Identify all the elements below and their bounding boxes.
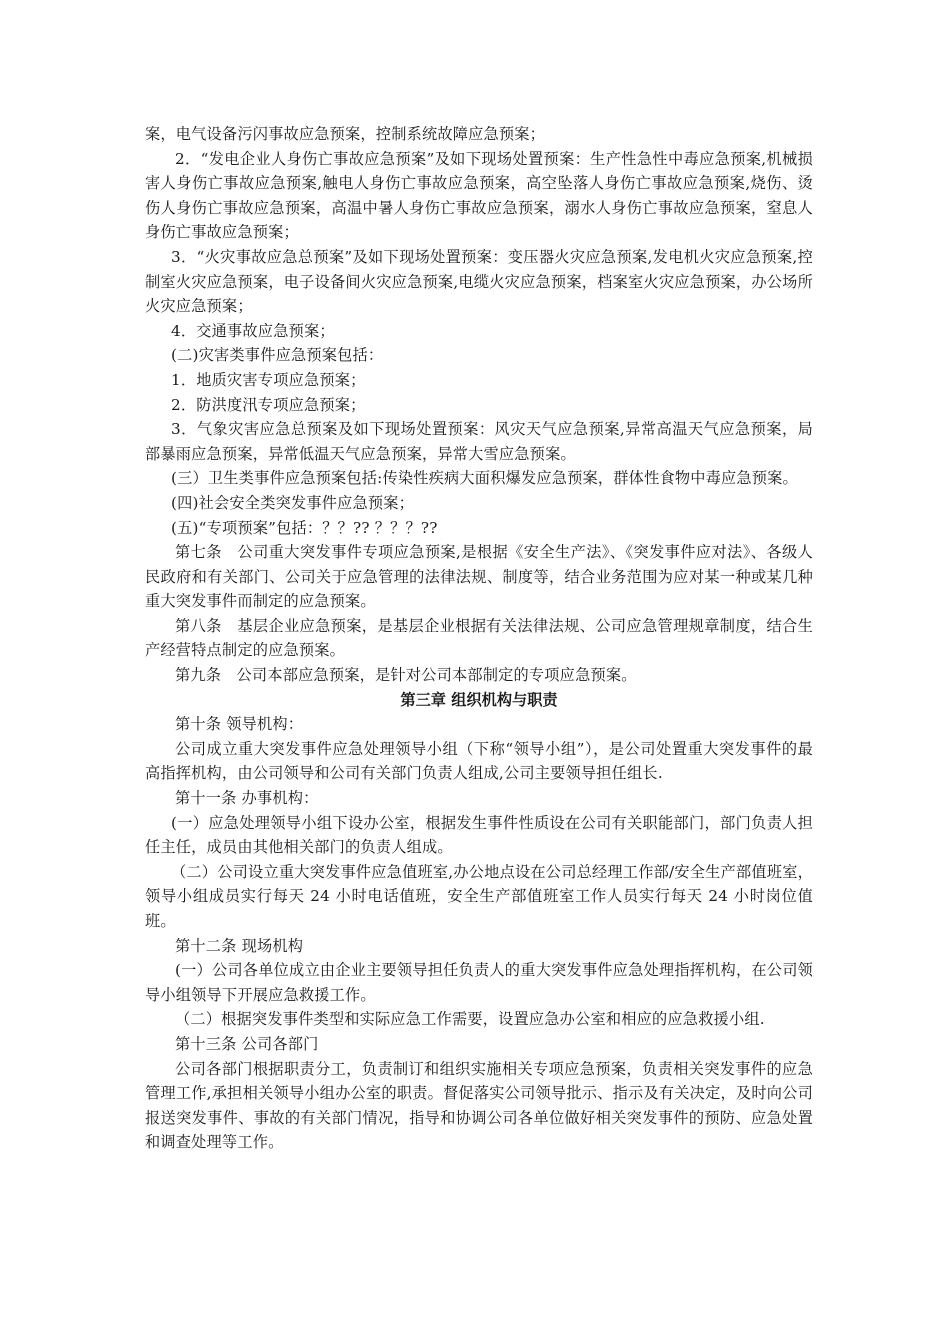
paragraph-item-3: 3．“火灾事故应急总预案”及如下现场处置预案：变压器火灾应急预案,发电机火灾应急预案,控制室火灾应急预案，电子设备间火灾应急预案,电缆火灾应急预案，档案室火灾应急预案，办公场所火灾应急预案； bbox=[145, 247, 813, 316]
article-8: 第八条 基层企业应急预案，是基层企业根据有关法律法规、公司应急管理规章制度，结合生产经营特点制定的应急预案。 bbox=[145, 616, 813, 660]
paragraph-section-2: (二)灾害类事件应急预案包括： bbox=[171, 346, 384, 365]
article-12-item-1: (一）公司各单位成立由企业主要领导担任负责人的重大突发事件应急处理指挥机构，在公司领导小组领导下开展应急救援工作。 bbox=[145, 961, 813, 1004]
paragraph-weather: 3．气象灾害应急总预案及如下现场处置预案：风灾天气应急预案,异常高温天气应急预案，局部暴雨应急预案，异常低温天气应急预案，异常大雪应急预案。 bbox=[145, 420, 813, 463]
paragraph-item-4: 4．交通事故应急预案； bbox=[171, 321, 335, 340]
article-11-item-1: (一）应急处理领导小组下设办公室，根据发生事件性质设在公司有关职能部门，部门负责人担任主任，成员由其他相关部门的负责人组成。 bbox=[145, 813, 813, 857]
chapter-heading: 第三章 组织机构与职责 bbox=[400, 690, 558, 709]
article-9: 第九条 公司本部应急预案，是针对公司本部制定的专项应急预案。 bbox=[175, 666, 637, 685]
article-10: 第十条 领导机构： bbox=[175, 715, 304, 734]
article-7: 第七条 公司重大突发事件专项应急预案,是根据《安全生产法》、《突发事件应对法》、各级人民政府和有关部门、公司关于应急管理的法律法规、制度等，结合业务范围为应对某一种或某几种重大突发事件而制定的应急预案。 bbox=[145, 543, 813, 611]
article-12: 第十二条 现场机构 bbox=[175, 936, 304, 955]
paragraph-geo-disaster: 1．地质灾害专项应急预案； bbox=[171, 370, 366, 389]
document-page bbox=[145, 122, 813, 1155]
article-13: 第十三条 公司各部门 bbox=[175, 1034, 319, 1053]
paragraph-section-4: (四)社会安全类突发事件应急预案； bbox=[171, 493, 415, 512]
article-11-item-2: （二）公司设立重大突发事件应急值班室,办公地点设在公司总经理工作部/安全生产部值班室，领导小组成员实行每天 24 小时电话值班，安全生产部值班室工作人员实行每天 24 小时岗位值班。 bbox=[145, 862, 813, 930]
paragraph-item-2: 2．“发电企业人身伤亡事故应急预案”及如下现场处置预案：生产性急性中毒应急预案,机械损害人身伤亡事故应急预案,触电人身伤亡事故应急预案，高空坠落人身伤亡事故应急预案,烧伤、烫伤人身伤亡事故应急预案，高温中暑人身伤亡事故应急预案，溺水人身伤亡事故应急预案，窒息人身伤亡事故应急预案； bbox=[145, 149, 813, 242]
paragraph-flood: 2．防洪度汛专项应急预案； bbox=[171, 395, 366, 414]
paragraph-section-5: (五)“专项预案”包括：？？?? ？？？?? bbox=[171, 518, 438, 537]
article-13-body: 公司各部门根据职责分工，负责制订和组织实施相关专项应急预案，负责相关突发事件的应急管理工作,承担相关领导小组办公室的职责。督促落实公司领导批示、指示及有关决定，及时向公司报送突发事件、事故的有关部门情况，指导和协调公司各单位做好相关突发事件的预防、应急处置和调查处理等工作。 bbox=[145, 1059, 813, 1152]
paragraph-continuation: 案，电气设备污闪事故应急预案，控制系统故障应急预案； bbox=[145, 125, 546, 143]
article-11: 第十一条 办事机构： bbox=[175, 789, 319, 808]
paragraph-section-3: (三）卫生类事件应急预案包括:传染性疾病大面积爆发应急预案，群体性食物中毒应急预案。 bbox=[171, 469, 798, 488]
article-12-item-2: （二）根据突发事件类型和实际应急工作需要，设置应急办公室和相应的应急救援小组. bbox=[175, 1010, 765, 1029]
article-10-body: 公司成立重大突发事件应急处理领导小组（下称“领导小组”），是公司处置重大突发事件的最高指挥机构，由公司领导和公司有关部门负责人组成,公司主要领导担任组长. bbox=[145, 739, 813, 783]
